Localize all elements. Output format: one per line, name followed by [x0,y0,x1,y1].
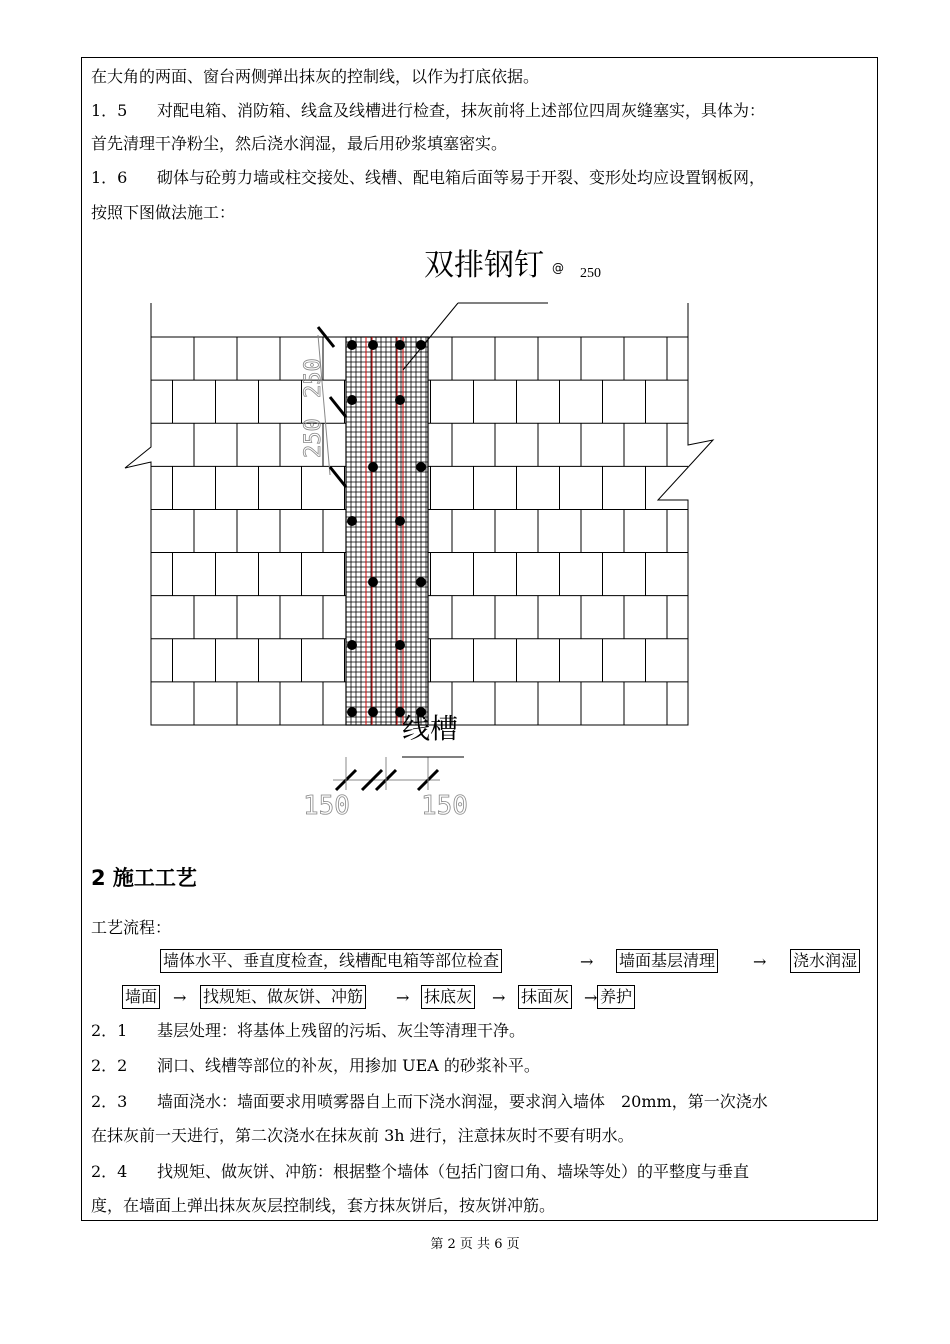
dim-tick [330,397,346,417]
item-number: 1．6 [91,168,128,187]
nail-dot [347,395,357,405]
label-nail-spacing: 250 [580,266,601,281]
label-dim-vertical-2: 250 [301,418,326,458]
nail-dot [368,577,378,587]
nail-dot [416,462,426,472]
flow-arrow: → [173,988,187,1007]
flow-step-finish-coat: 抹面灰 [518,985,572,1009]
dim-tick [330,467,346,487]
nail-dot [395,516,405,526]
label-dim-horizontal-1: 150 [303,791,350,821]
page-footer: 第 2 页 共 6 页 [430,1237,520,1252]
flow-arrow: → [584,988,598,1007]
flow-arrow: → [492,988,506,1007]
nail-dot [368,707,378,717]
paragraph-1-5-line1: 1．5 对配电箱、消防箱、线盒及线槽进行检查，抹灰前将上述部位四周灰缝塞实，具体为： [91,101,766,120]
nail-dot [368,462,378,472]
paragraph-2-4-line1: 2．4 找规矩、做灰饼、冲筋：根据整个墙体（包括门窗口角、墙垛等处）的平整度与垂直 [91,1162,750,1181]
label-double-nails: 双排钢钉 [424,248,544,283]
paragraph-2-2: 2．2 洞口、线槽等部位的补灰，用掺加 UEA 的砂浆补平。 [91,1056,540,1075]
flow-step-level: 找规矩、做灰饼、冲筋 [200,985,366,1009]
paragraph-control-lines: 在大角的两面、窗台两侧弹出抹灰的控制线，以作为打底依据。 [91,67,540,86]
flow-step-base-coat: 抹底灰 [421,985,475,1009]
label-at: @ [552,261,564,275]
flow-step-water-b: 墙面 [122,985,160,1009]
paragraph-2-4-line2: 度，在墙面上弹出抹灰灰层控制线，套方抹灰饼后，按灰饼冲筋。 [91,1196,556,1215]
item-number: 2．3 [91,1092,128,1111]
nail-dot [395,395,405,405]
nail-dot [347,640,357,650]
nail-dot [368,340,378,350]
paragraph-2-3-line2: 在抹灰前一天进行，第二次浇水在抹灰前 3h 进行，注意抹灰时不要有明水。 [91,1126,634,1145]
item-number: 2．2 [91,1056,128,1075]
label-dim-horizontal-2: 150 [421,791,468,821]
nail-dot [395,640,405,650]
flow-arrow: → [580,952,594,971]
item-number: 1．5 [91,101,128,120]
item-number: 2．4 [91,1162,128,1181]
nail-dot [347,516,357,526]
nail-dot [395,340,405,350]
steel-mesh [346,337,428,725]
paragraph-1-5-line2: 首先清理干净粉尘，然后浇水润湿，最后用砂浆填塞密实。 [91,134,508,153]
flow-label: 工艺流程： [91,918,172,937]
flow-step-clean: 墙面基层清理 [616,949,718,973]
nail-dot [347,340,357,350]
nail-dot [416,577,426,587]
paragraph-2-3-line1: 2．3 墙面浇水：墙面要求用喷雾器自上而下浇水润湿，要求润入墙体 20mm，第一次浇水 [91,1092,768,1111]
flow-step-check: 墙体水平、垂直度检查，线槽配电箱等部位检查 [160,949,502,973]
label-groove: 线槽 [402,712,459,745]
flow-arrow: → [396,988,410,1007]
section-title: 2 施工工艺 [91,866,197,890]
nail-dot [347,707,357,717]
paragraph-2-1: 2．1 基层处理：将基体上残留的污垢、灰尘等清理干净。 [91,1021,526,1040]
item-number: 2．1 [91,1021,128,1040]
label-dim-vertical-1: 250 [301,358,326,398]
flow-step-water-a: 浇水润湿 [790,949,860,973]
paragraph-1-6-line1: 1．6 砌体与砼剪力墙或柱交接处、线槽、配电箱后面等易于开裂、变形处均应设置钢板网， [91,168,766,187]
wall-top-outline [151,303,688,337]
paragraph-1-6-line2: 按照下图做法施工： [91,203,236,222]
flow-step-curing: 养护 [597,985,635,1009]
flow-arrow: → [753,952,767,971]
